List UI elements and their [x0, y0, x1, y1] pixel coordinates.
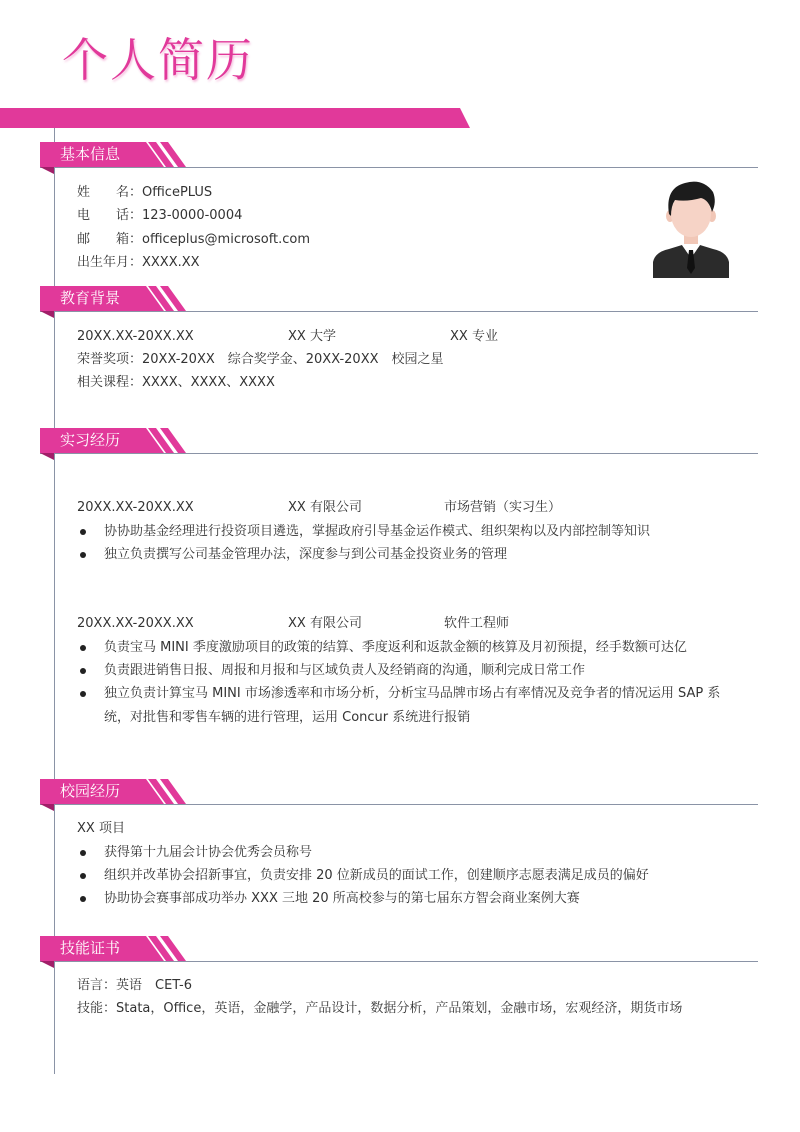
job-company: XX 有限公司: [288, 616, 362, 631]
job-role: 软件工程师: [444, 616, 510, 631]
bullet-dot: [80, 529, 86, 535]
bullet-dot: [80, 873, 86, 879]
title-underline-bar: [0, 108, 472, 130]
section-header-internship: [40, 426, 760, 456]
list-item: 负责宝马 MINI 季度激励项目的政策的结算、季度返利和返款金额的核算及月初预提，经手数额可达亿: [104, 640, 687, 655]
education-courses: 相关课程：XXXX、XXXX、XXXX: [77, 375, 275, 390]
skills-language: 语言：英语 CET-6: [77, 978, 193, 993]
campus-project: XX 项目: [77, 821, 125, 836]
job-date: 20XX.XX-20XX.XX: [77, 616, 194, 631]
section-header-campus: [40, 777, 760, 807]
birth-field: 出生年月：XXXX.XX: [77, 255, 200, 270]
person-avatar-icon: [651, 178, 731, 278]
list-item: 独立负责计算宝马 MINI 市场渗透率和市场分析，分析宝马品牌市场占有率情况及竞争者的情况运用 SAP 系: [104, 686, 721, 701]
job-date: 20XX.XX-20XX.XX: [77, 500, 194, 515]
list-item: 协助协会赛事部成功举办 XXX 三地 20 所高校参与的第七届东方智会商业案例大赛: [104, 891, 580, 906]
bullet-dot: [80, 691, 86, 697]
list-item: 独立负责撰写公司基金管理办法，深度参与到公司基金投资业务的管理: [104, 547, 508, 562]
education-school: XX 大学: [288, 329, 336, 344]
bullet-dot: [80, 552, 86, 558]
section-header-basic: [40, 140, 760, 170]
email-field: 邮 箱：officeplus@microsoft.com: [77, 232, 311, 247]
section-title: 校园经历: [60, 782, 121, 800]
section-title: 技能证书: [60, 939, 121, 957]
list-item-continuation: 统，对批售和零售车辆的进行管理，运用 Concur 系统进行报销: [104, 710, 471, 725]
phone-field: 电 话：123-0000-0004: [77, 208, 243, 223]
section-title: 实习经历: [60, 431, 121, 449]
list-item: 协协助基金经理进行投资项目遴选，掌握政府引导基金运作模式、组织架构以及内部控制等知识: [104, 524, 651, 539]
bullet-dot: [80, 668, 86, 674]
page-title: 个人简历: [62, 33, 254, 87]
section-title: 教育背景: [60, 289, 121, 307]
list-item: 获得第十九届会计协会优秀会员称号: [104, 845, 313, 860]
job-role: 市场营销（实习生）: [444, 500, 562, 515]
bullet-dot: [80, 645, 86, 651]
section-title: 基本信息: [60, 145, 121, 163]
name-field: 姓 名：OfficePLUS: [77, 185, 213, 200]
education-honors: 荣誉奖项：20XX-20XX 综合奖学金、20XX-20XX 校园之星: [77, 352, 444, 367]
timeline-rule: [54, 128, 55, 1074]
bullet-dot: [80, 850, 86, 856]
education-major: XX 专业: [450, 329, 498, 344]
section-header-skills: [40, 934, 760, 964]
section-header-education: [40, 284, 760, 314]
skills-list: 技能：Stata，Office，英语，金融学，产品设计，数据分析，产品策划，金融市场，宏观经济，期货市场: [77, 1001, 683, 1016]
list-item: 组织并改革协会招新事宜，负责安排 20 位新成员的面试工作，创建顺序志愿表满足成员的偏好: [104, 868, 649, 883]
education-date: 20XX.XX-20XX.XX: [77, 329, 194, 344]
bullet-dot: [80, 896, 86, 902]
job-company: XX 有限公司: [288, 500, 362, 515]
list-item: 负责跟进销售日报、周报和月报和与区域负责人及经销商的沟通，顺利完成日常工作: [104, 663, 586, 678]
